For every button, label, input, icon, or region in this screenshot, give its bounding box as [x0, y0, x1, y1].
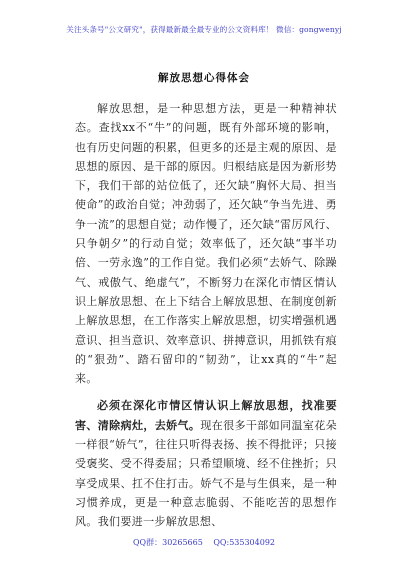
paragraph-2 — [75, 396, 337, 531]
document-body — [75, 99, 337, 532]
header-notice: 关注头条号"公文研究"，获得最新最全最专业的公文资料库！ 微信：gongwenyj — [66, 25, 342, 34]
footer-qq: QQ:535304092 — [213, 538, 275, 547]
footer-contacts — [0, 537, 408, 548]
paragraph-1: 解放思想，是一种思想方法，更是一种精神状态。查找xx不“牛”的问题，既有外部环境的影响，也有历史问题的积累，但更多的还是主观的原因、是思想的原因、是干部的原因。归根结底是因为新形势下，我们干部的站位低了，还欠缺“胸怀大局、担当使命”的政治自觉；冲劲弱了，还欠缺“争当先进、勇争一流”的思想自觉；动作慢了，还欠缺“雷厉风行、只争朝夕”的行动自觉；效率低了，还欠缺“事半功倍、一劳永逸”的工作自觉。我们必须“去娇气、除躁气、戒傲气、绝虚气”，不断努力在深化市情区情认识上解放思想、在上下结合上解放思想、在制度创新上解放思想，在工作落实上解放思想，切实增强机遇意识、担当意识、效率意识、拼搏意识，用抓铁有痕的“狠劲”、踏石留印的“韧劲”，让xx真的“牛”起来。 — [75, 102, 337, 386]
paragraph-2-heading: 必须在深化市情区情认识上解放思想，找准要害、清除病灶，去娇气。 — [75, 399, 337, 432]
document-title: 解放思想心得体会 — [158, 72, 250, 84]
footer-qq-group: QQ群：30265665 — [132, 538, 203, 547]
paragraph-2-text: 现在很多干部如同温室花朵一样很“娇气”，往往只听得表扬、挨不得批评；只接受褒奖、受不得委屈；只希望顺境、经不住挫折；只享受成果、扛不住打击。娇气不是与生俱来，是一种习惯养成，更是一种意志脆弱、不能吃苦的思想作风。我们要进一步解放思想、 — [75, 418, 337, 529]
